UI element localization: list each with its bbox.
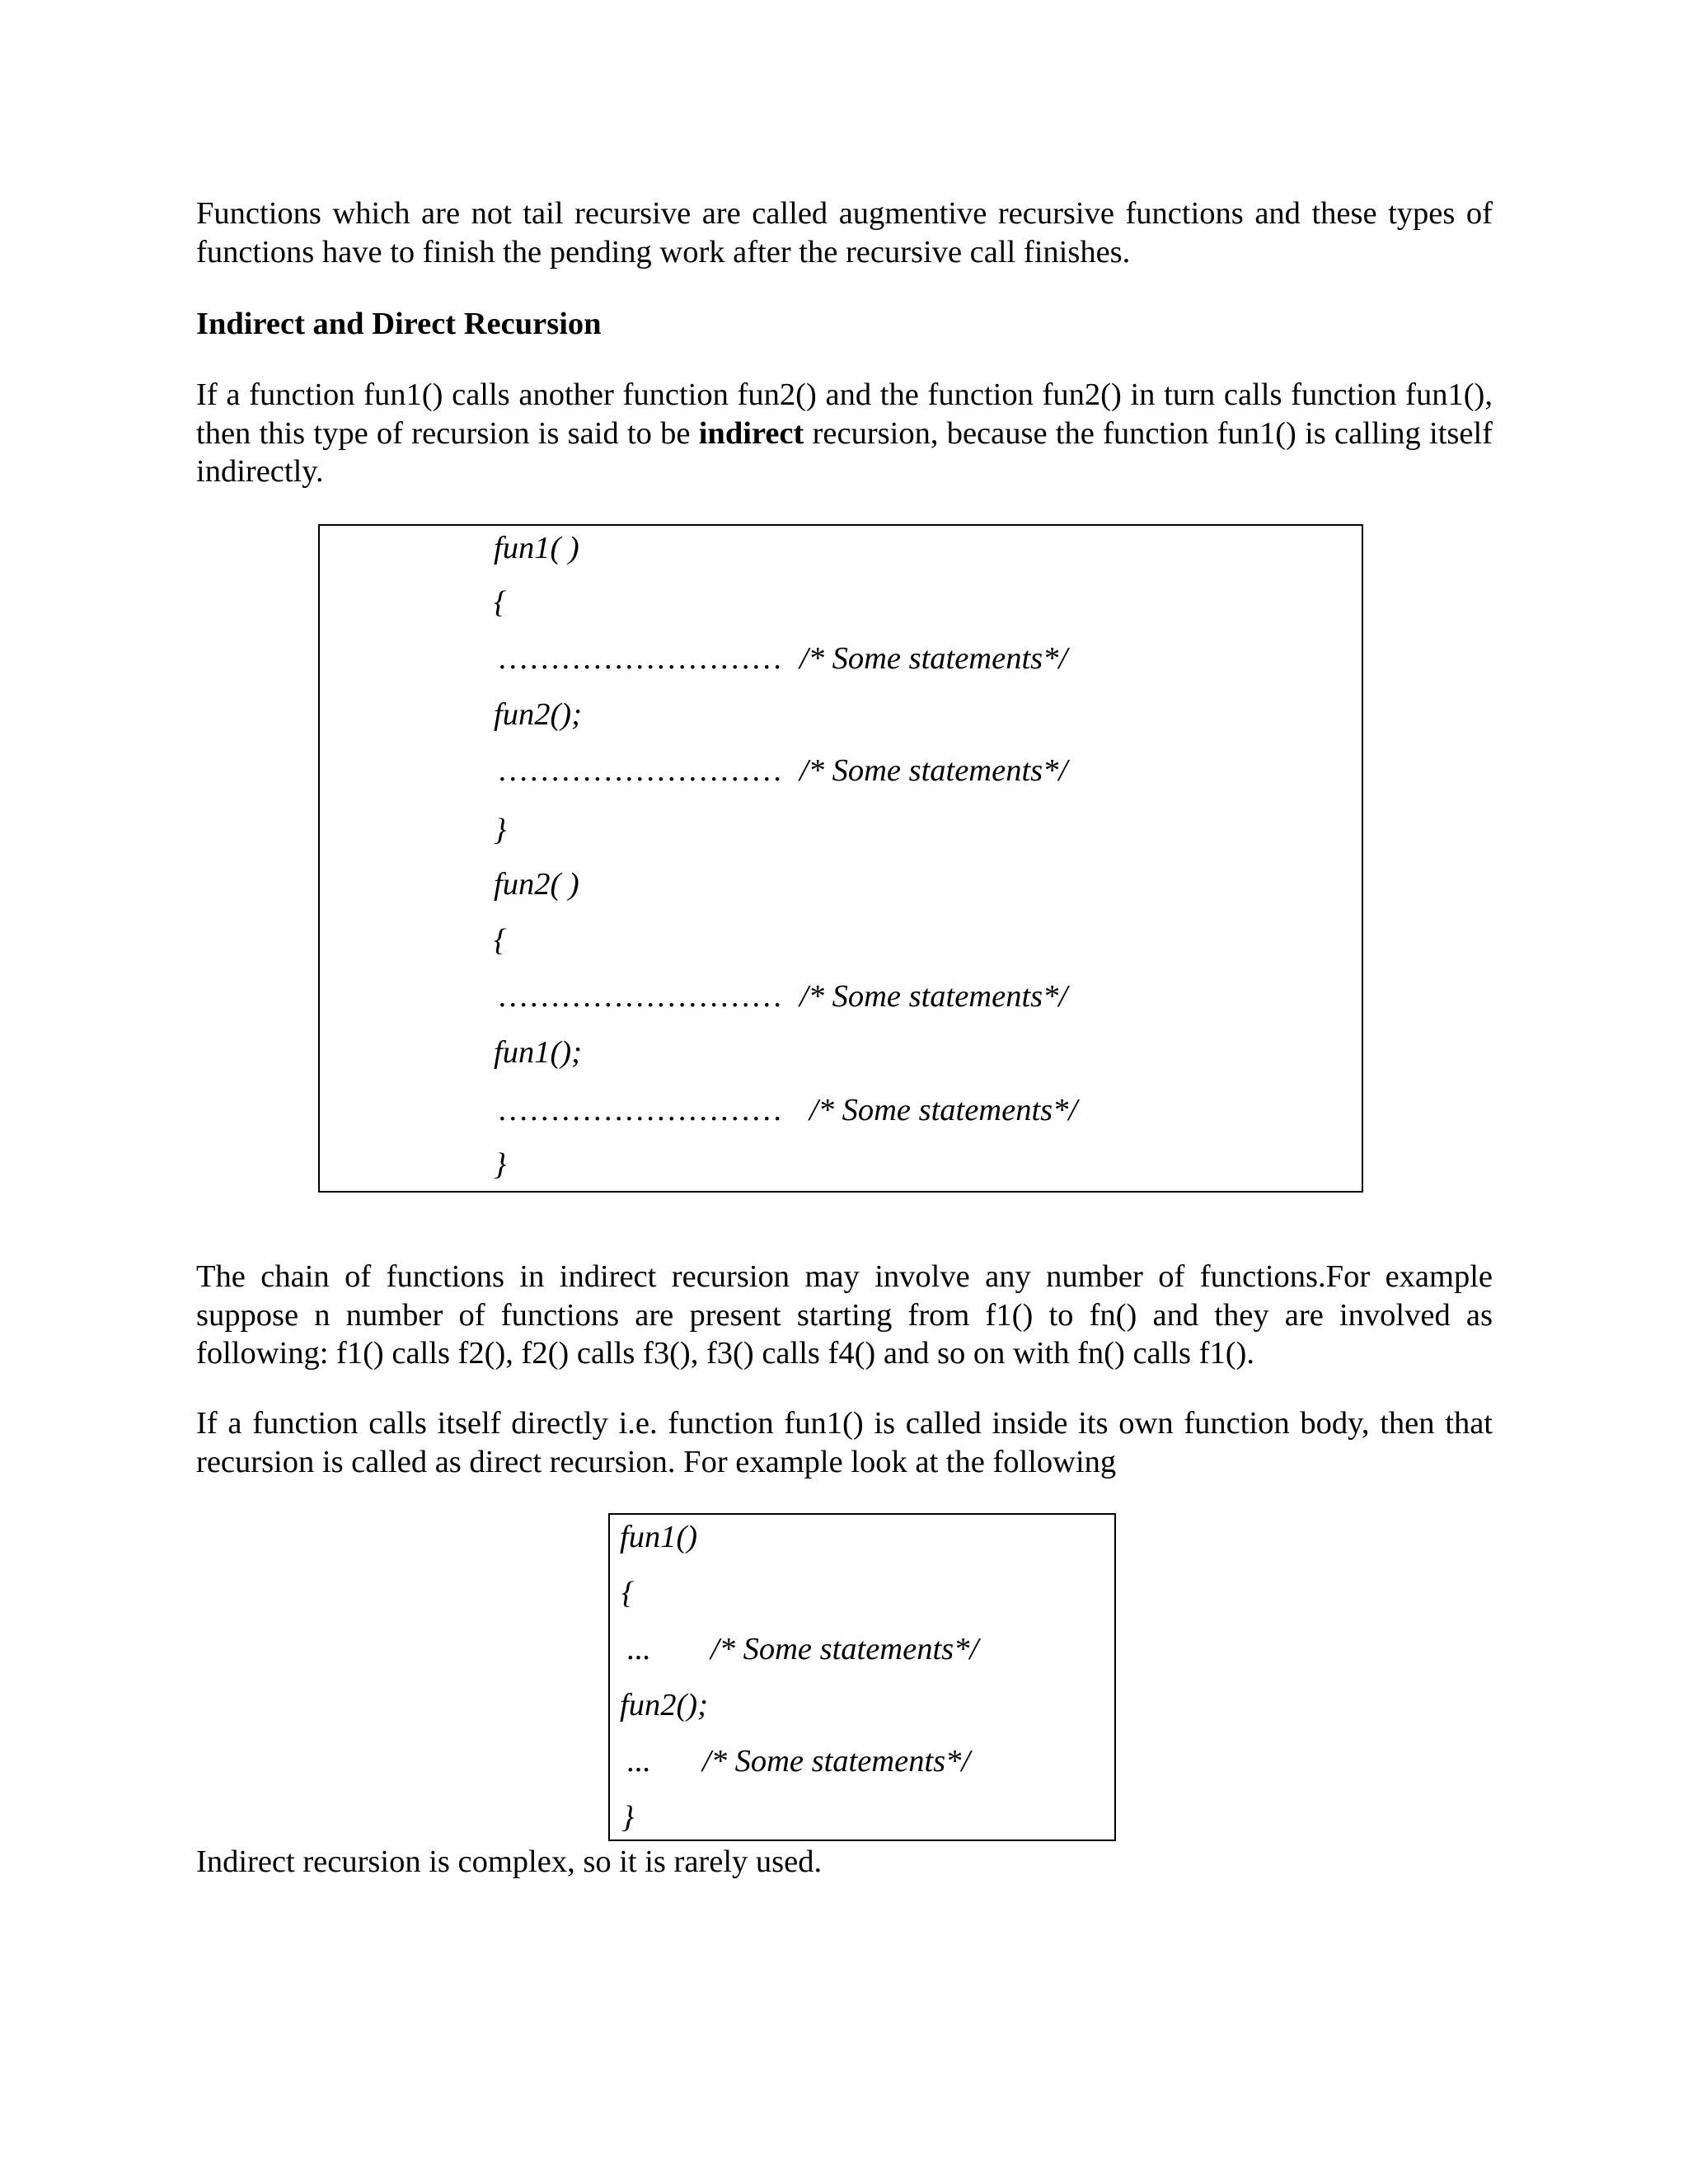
code-comment: /* Some statements*/ [809,1093,1078,1127]
code-comment: /* Some statements*/ [799,641,1068,676]
paragraph-conclusion: Indirect recursion is complex, so it is rarely used. [196,1844,823,1879]
code-ellipsis: ... [626,1744,650,1779]
code-comment: /* Some statements*/ [702,1744,971,1779]
code-fun1-header: fun1() [620,1520,698,1554]
code-comment: /* Some statements*/ [799,753,1068,788]
code-open-brace: { [621,1576,635,1610]
section-heading: Indirect and Direct Recursion [196,307,602,341]
paragraph-indirect-definition [196,376,1493,491]
code-call-fun1: fun1(); [494,1035,582,1070]
direct-recursion-code-box [608,1513,1116,1841]
code-open-brace: { [494,923,507,958]
code-ellipsis: ……………………… [497,1093,783,1127]
code-call-fun2: fun2(); [494,697,582,732]
indirect-bold-term: indirect [698,415,804,451]
code-comment: /* Some statements*/ [710,1632,979,1666]
code-call-fun2: fun2(); [620,1688,708,1722]
code-ellipsis: ……………………… [497,979,783,1014]
paragraph-direct-recursion: If a function calls itself directly i.e. function fun1() is called inside its own function body, then that recursion is called as direct recursion. For example look at the following [196,1406,1493,1479]
code-close-brace: } [621,1800,635,1835]
code-close-brace: } [494,813,507,847]
code-ellipsis: ……………………… [497,753,783,788]
code-close-brace: } [494,1147,507,1182]
paragraph-augmentive-recursion: Functions which are not tail recursive are called augmentive recursive functions and these types of functions have to finish the pending work after the recursive call finishes. [196,196,1493,269]
paragraph-indirect-text-2: recursion, because the function fun1() is calling itself indirectly. [196,415,1493,489]
code-ellipsis: ……………………… [497,641,783,676]
code-fun1-header: fun1( ) [494,531,579,565]
indirect-recursion-code-box [318,524,1363,1193]
code-fun2-header: fun2( ) [494,867,579,902]
paragraph-indirect-text-1: If a function fun1() calls another function fun2() and the function fun2() in turn calls function fun1(), then this type of recursion is said to be [196,377,1493,451]
code-ellipsis: ... [626,1632,650,1666]
code-comment: /* Some statements*/ [799,979,1068,1014]
paragraph-chain-of-functions: The chain of functions in indirect recursion may involve any number of functions.For example suppose n number of functions are present starting from f1() to fn() and they are involved as following: f1() calls f2(), f2() calls f3(), f3() calls f4() and so on with fn() calls f1(). [196,1259,1493,1371]
code-open-brace: { [494,585,507,620]
